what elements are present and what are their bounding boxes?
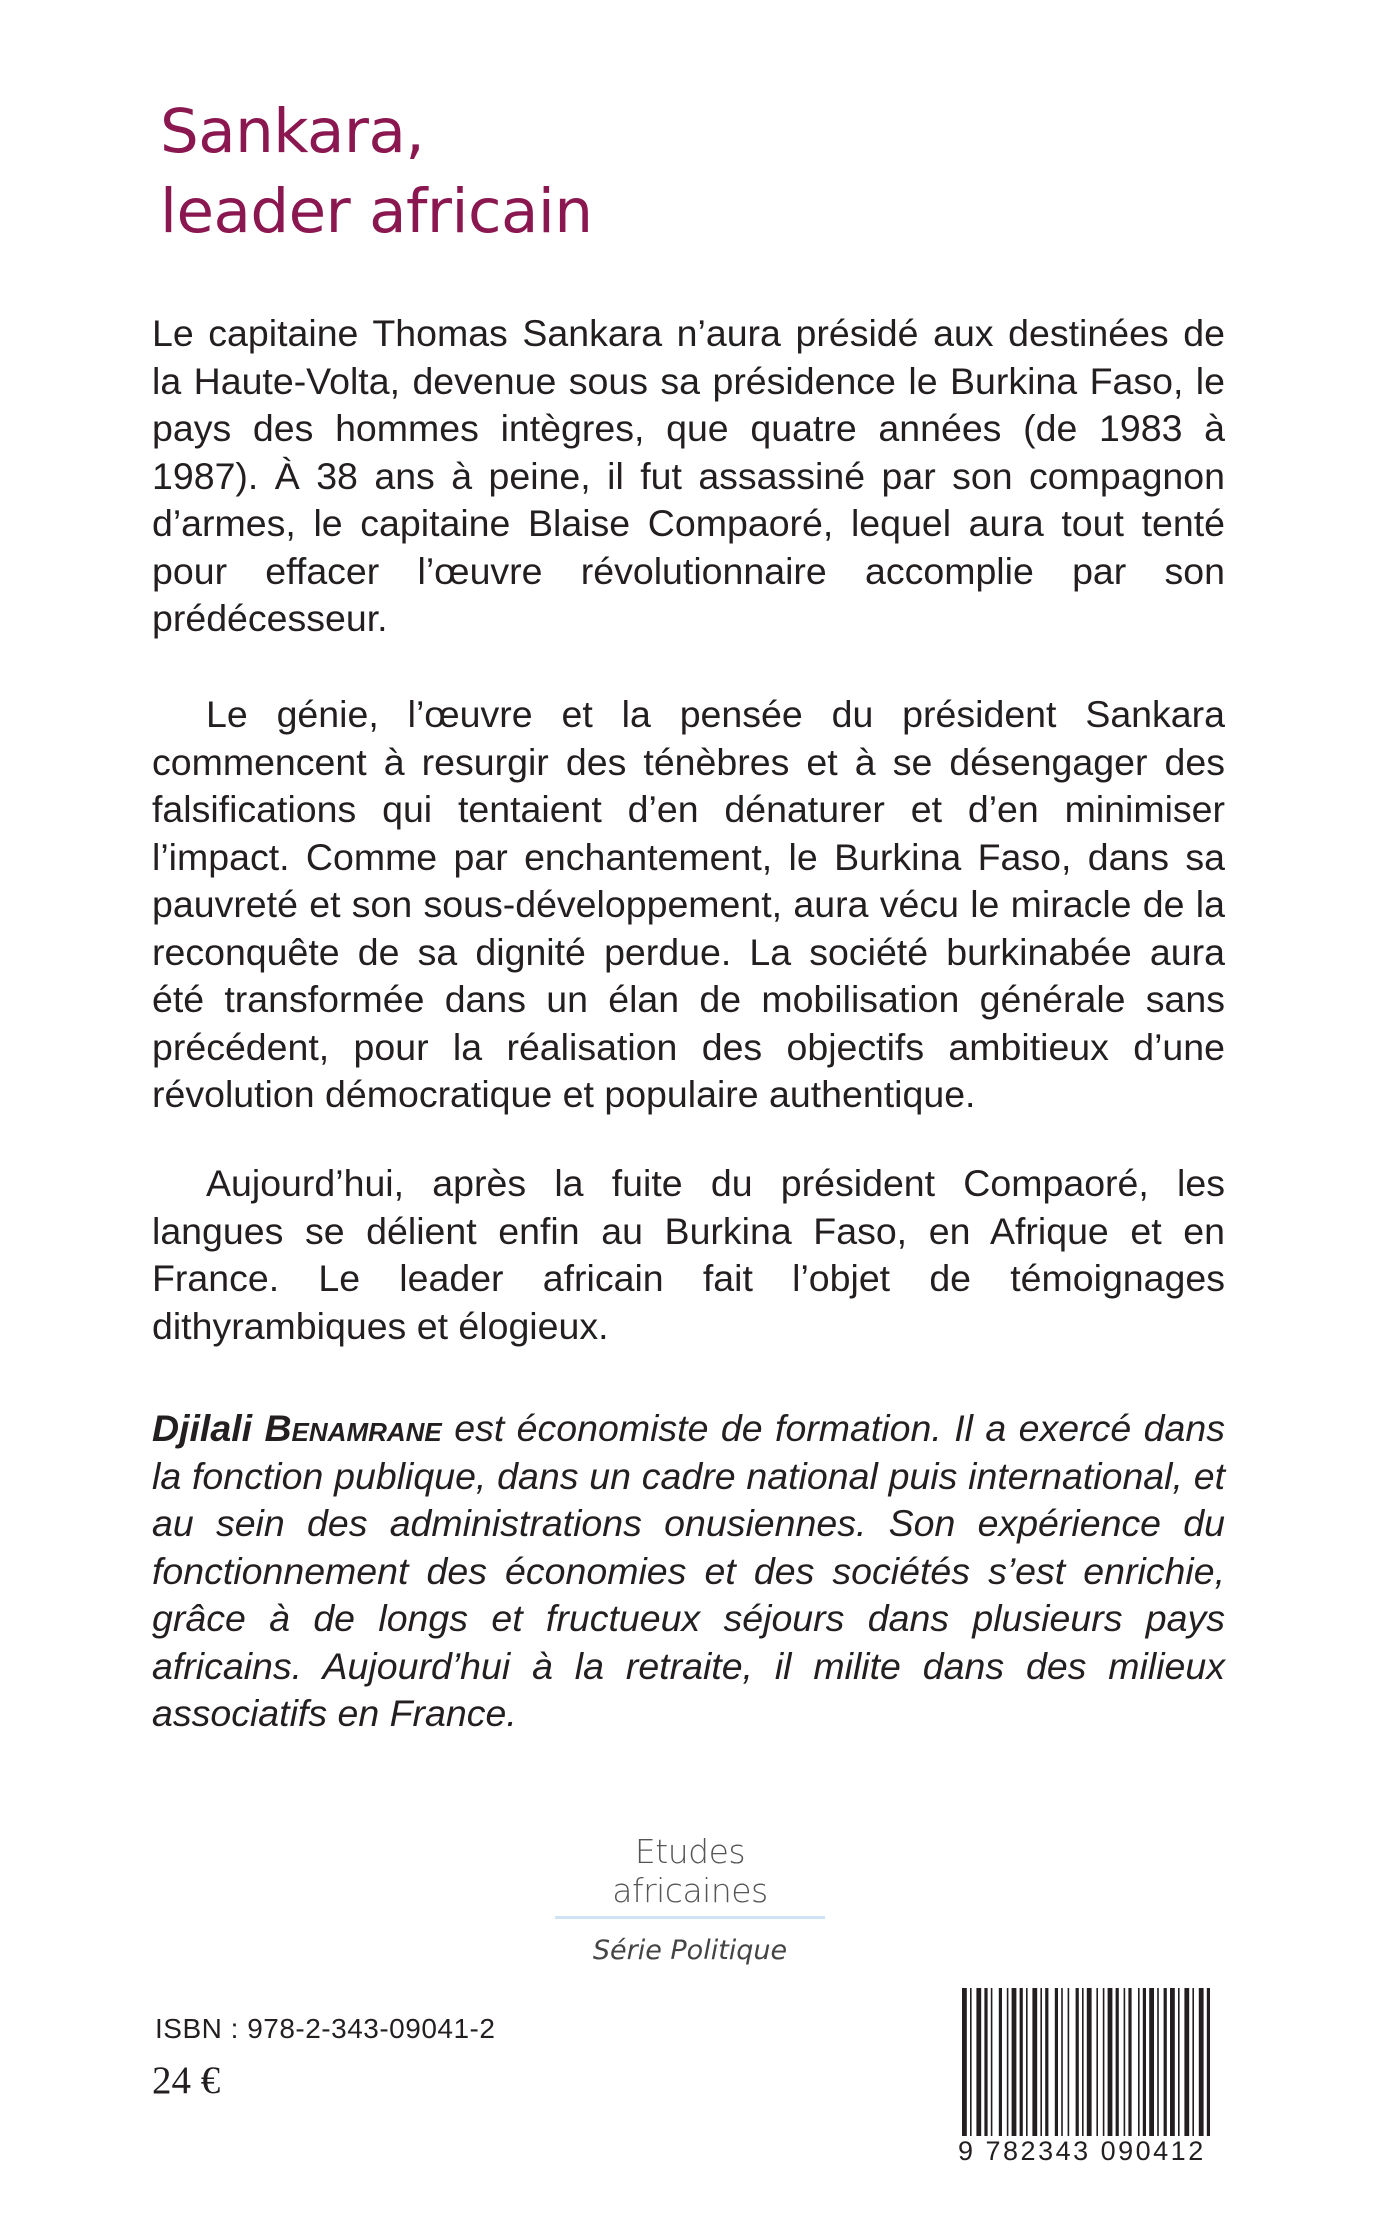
barcode-bar — [1143, 1988, 1146, 2136]
isbn-text: ISBN : 978-2-343-09041-2 — [155, 2013, 496, 2044]
author-bio — [152, 1405, 1225, 1738]
barcode-bar — [1040, 1988, 1042, 2136]
price-text: 24 € — [152, 2059, 221, 2102]
barcode-bar — [1184, 1988, 1189, 2136]
barcode-bar — [1157, 1988, 1159, 2136]
barcode-bars — [958, 1988, 1218, 2136]
summary-paragraph-2: Le génie, l’œuvre et la pensée du président Sankara commencent à resurgir des ténèbres et à se désengager des falsifications qui tentaient d’en dénaturer et d’en minimiser l’impact. Comme par enchantement, le Burkina Faso, dans sa pauvreté et son sous-développement, aura vécu le miracle de la reconquête de sa dignité perdue. La société burkinabée aura été transformée dans un élan de mobilisation générale sans précédent, pour la réalisation des objectifs ambitieux d’une révolution démocratique et populaire authentique. — [152, 693, 1225, 1115]
barcode-bar — [1096, 1988, 1098, 2136]
barcode-bar — [1192, 1988, 1194, 2136]
summary-paragraph-3: Aujourd’hui, après la fuite du président Compaoré, les langues se délient enfin au Burkina Faso, en Afrique et en France. Le leader africain fait l’objet de témoignages dithyrambiques et élogieux. — [152, 1162, 1225, 1347]
barcode-bar — [1061, 1988, 1063, 2136]
barcode-bar — [1082, 1988, 1084, 2136]
barcode-bar — [1178, 1988, 1180, 2136]
barcode-bar — [1149, 1988, 1154, 2136]
series-block — [555, 1832, 825, 1966]
author-first-name: Djilali — [152, 1407, 253, 1449]
barcode-bar — [1128, 1988, 1131, 2136]
barcode-bar — [1068, 1988, 1070, 2136]
barcode-bar — [991, 1988, 993, 2136]
title-line-2: leader africain — [160, 176, 593, 247]
barcode-bar — [1108, 1988, 1113, 2136]
series-name: Etudes africaines — [555, 1832, 825, 1919]
barcode-bar — [1020, 1988, 1023, 2136]
barcode-bar — [1124, 1988, 1126, 2136]
title-line-1: Sankara, — [160, 96, 425, 167]
barcode-digits: 9 782343 090412 — [958, 2136, 1206, 2166]
barcode-bar — [984, 1988, 987, 2136]
barcode-bar — [1026, 1988, 1028, 2136]
barcode-bar — [1087, 1988, 1092, 2136]
barcode-bar — [970, 1988, 972, 2136]
book-title — [160, 92, 593, 252]
author-bio-text: est économiste de formation. Il a exercé dans la fonction publique, dans un cadre national puis international, et au sein des administrations onusiennes. Son expérience du fonctionnement des économies et des sociétés s’est enrichie, grâce à de longs et fructueux séjours dans plusieurs pays africains. Aujourd’hui à la retraite, il milite dans des milieux associatifs en France. — [152, 1407, 1225, 1734]
barcode-bar — [976, 1988, 981, 2136]
barcode-bar — [1138, 1988, 1140, 2136]
barcode-bar — [962, 1988, 967, 2136]
barcode-bar — [1199, 1988, 1204, 2136]
barcode-bar — [1076, 1988, 1079, 2136]
series-subtitle: Série Politique — [592, 1935, 788, 1966]
barcode-bar — [1103, 1988, 1105, 2136]
barcode-bar — [1032, 1988, 1037, 2136]
barcode-bar — [1164, 1988, 1167, 2136]
barcode-bar — [1170, 1988, 1175, 2136]
barcode — [958, 1988, 1218, 2166]
author-last-name: Benamrane — [264, 1407, 442, 1449]
barcode-bar — [1007, 1988, 1009, 2136]
barcode-bar — [999, 1988, 1002, 2136]
barcode-bar — [1045, 1988, 1048, 2136]
barcode-bar — [1012, 1988, 1017, 2136]
summary-paragraph-1: Le capitaine Thomas Sankara n’aura présidé aux destinées de la Haute-Volta, devenue sous sa présidence le Burkina Faso, le pays des hommes intègres, que quatre années (de 1983 à 1987). À 38 ans à peine, il fut assassiné par son compagnon d’armes, le capitaine Blaise Compaoré, lequel aura tout tenté pour effacer l’œuvre révolutionnaire accomplie par son prédécesseur. — [152, 312, 1225, 639]
barcode-bar — [1055, 1988, 1058, 2136]
barcode-bar — [1116, 1988, 1119, 2136]
barcode-bar — [1207, 1988, 1210, 2136]
